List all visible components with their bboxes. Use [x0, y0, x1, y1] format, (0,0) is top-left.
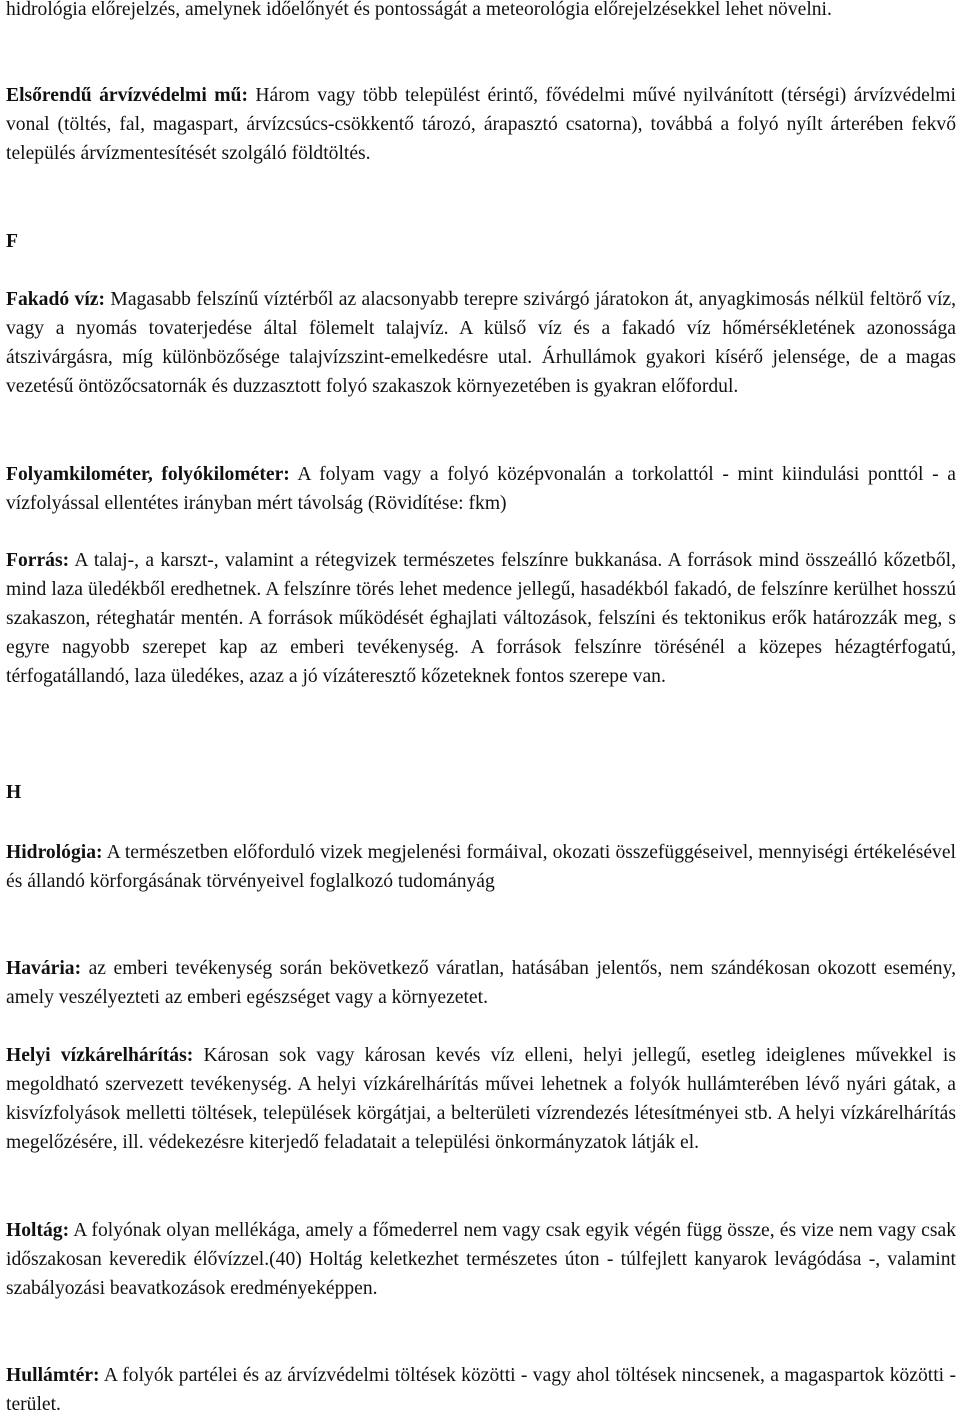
- definition-text: Magasabb felszínű víztérből az alacsonyabb terepre szivárgó járatokon át, anyagkimosás nélkül feltörő víz, vagy a nyomás tovaterjedése által fölemelt talajvíz. A külső víz és a fakadó víz hőmérsékletének azonossága átszivárgásra, míg különbözősége talajvízszint-emelkedésre utal. Árhullámok gyakori kísérő jelensége, de a magas vezetésű öntözőcsatornák és duzzasztott folyó szakaszok környezetében is gyakran előfordul.: [6, 289, 957, 397]
- definition-fakado-viz: [6, 286, 956, 402]
- definition-term: Fakadó víz:: [6, 289, 106, 310]
- definition-term: Havária:: [6, 958, 82, 979]
- definition-term: Elsőrendű árvízvédelmi mű:: [6, 85, 248, 106]
- definition-term: Folyamkilométer, folyókilométer:: [6, 464, 290, 485]
- definition-folyamkilometer: [6, 461, 956, 519]
- definition-term: Helyi vízkárelhárítás:: [6, 1045, 194, 1066]
- section-letter-heading: F: [6, 231, 18, 252]
- section-letter-heading: H: [6, 782, 22, 803]
- definition-text: A természetben előforduló vizek megjelenési formáival, okozati összefüggéseivel, mennyiségi értékelésével és állandó körforgásának törvényeivel foglalkozó tudományág: [6, 842, 956, 892]
- definition-havaria: [6, 955, 956, 1013]
- definition-term: Forrás:: [6, 550, 70, 571]
- definition-text: A folyam vagy a folyó középvonalán a torkolattól - mint kiindulási ponttól - a vízfolyással ellentétes irányban mért távolság (Rövidítése: fkm): [6, 464, 956, 514]
- definition-text: Károsan sok vagy károsan kevés víz elleni, helyi jellegű, esetleg ideiglenes művekkel is megoldható szervezett tevékenység. A helyi vízkárelhárítás művei lehetnek a folyók hullámterében lévő nyári gátak, a kisvízfolyások melletti töltések, települések körgátjai, a belterületi vízrendezés létesítményei stb. A helyi vízkárelhárítás megelőzésére, ill. védekezésre kiterjedő feladatait a települési önkormányzatok látják el.: [6, 1045, 956, 1153]
- definition-helyi-vizkarelharitas: [6, 1042, 956, 1158]
- definition-term: Hidrológia:: [6, 842, 103, 863]
- paragraph-continuation: [6, 0, 956, 25]
- definition-forras: [6, 547, 956, 692]
- definition-text: A talaj-, a karszt-, valamint a rétegvizek természetes felszínre bukkanása. A források mind összeálló kőzetből, mind laza üledékből eredhetnek. A felszínre törés lehet medence jellegű, hasadékból fakadó, de felszínre kerülhet hosszú szakaszon, réteghatár mentén. A források működését éghajlati változások, felszíni és tektonikus erők határozzák meg, s egyre nagyobb szerepet kap az emberi tevékenység. A források felszínre törésénél a közepes hézagtérfogatú, térfogatállandó, laza üledékes, azaz a jó vízáteresztő kőzeteknek fontos szerepe van.: [6, 550, 956, 687]
- definition-hullamter: [6, 1362, 956, 1420]
- paragraph-text: hidrológia előrejelzés, amelynek időelőnyét és pontosságát a meteorológia előrejelzésekkel lehet növelni.: [6, 0, 832, 20]
- definition-elsorendu-arvizvedelmi-mu: [6, 82, 956, 169]
- definition-text: az emberi tevékenység során bekövetkező váratlan, hatásában jelentős, nem szándékosan okozott esemény, amely veszélyezteti az emberi egészséget vagy a környezetet.: [6, 958, 956, 1008]
- definition-text: A folyók partélei és az árvízvédelmi töltések közötti - vagy ahol töltések nincsenek, a magaspartok közötti - terület.: [6, 1365, 956, 1415]
- definition-hidrologia: [6, 839, 956, 897]
- definition-text: A folyónak olyan mellékága, amely a főmederrel nem vagy csak egyik végén függ össze, és vize nem vagy csak időszakosan keveredik élővízzel.(40) Holtág keletkezhet természetes úton - túlfejlett kanyarok levágódása -, valamint szabályozási beavatkozások eredményeképpen.: [6, 1220, 956, 1299]
- definition-term: Holtág:: [6, 1220, 70, 1241]
- definition-term: Hullámtér:: [6, 1365, 100, 1386]
- definition-text: Három vagy több települést érintő, fővédelmi művé nyilvánított (térségi) árvízvédelmi vonal (töltés, fal, magaspart, árvízcsúcs-csökkentő tározó, árapasztó csatorna), továbbá a folyó nyílt árterében fekvő település árvízmentesítését szolgáló földtöltés.: [6, 85, 956, 164]
- definition-holtag: [6, 1217, 956, 1304]
